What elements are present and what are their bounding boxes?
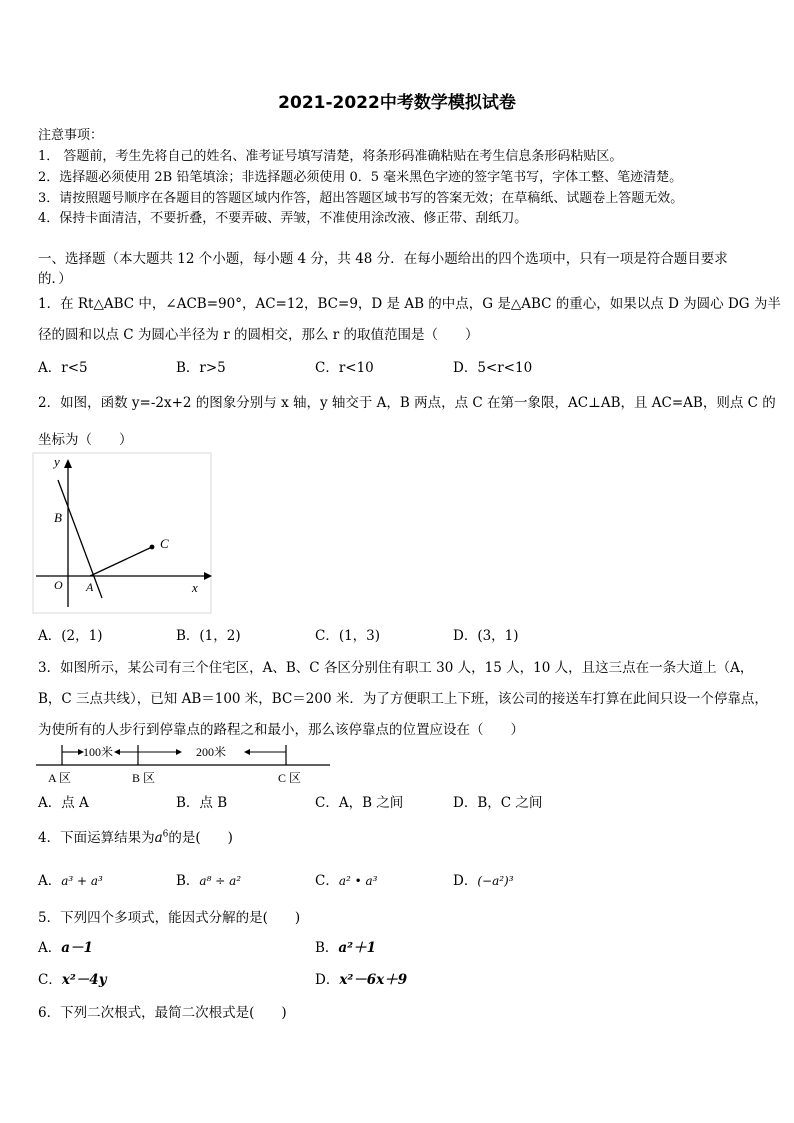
q1-option-d: D．5<r<10 — [453, 360, 533, 376]
q4-stem-exponent: 6 — [162, 829, 169, 840]
q6-stem: 6．下列二次根式，最简二次根式是( ) — [38, 1005, 287, 1021]
q4-stem-prefix: 4．下面运算结果为 — [38, 830, 155, 846]
point-a-label: A — [86, 580, 94, 594]
q4-option-a: A．a³ + a³ — [38, 873, 103, 889]
q4-stem-suffix: 的是( ) — [168, 830, 233, 846]
section-header-line2: 的．） — [38, 271, 72, 287]
ab-arrow-right — [114, 749, 120, 755]
q3-option-d: D．B，C 之间 — [453, 795, 543, 811]
bc-arrow-left — [176, 749, 182, 755]
q3-option-a: A．点 A — [38, 795, 89, 811]
zone-b-label: B 区 — [132, 771, 156, 785]
notice-item-4: 4．保持卡面清洁，不要折叠，不要弄破、弄皱，不准使用涂改液、修正带、刮纸刀。 — [38, 211, 528, 226]
q1-stem-line2: 径的圆和以点 C 为圆心半径为 r 的圆相交，那么 r 的取值范围是（ ） — [38, 327, 479, 343]
bc-arrow-right — [244, 749, 250, 755]
q2-option-d: D．(3，1) — [453, 628, 519, 644]
zone-a-label: A 区 — [48, 771, 72, 785]
page-title: 2021-2022中考数学模拟试卷 — [278, 93, 516, 113]
notice-heading: 注意事项： — [38, 128, 104, 143]
section-header-line1: 一、选择题（本大题共 12 个小题，每小题 4 分，共 48 分．在每小题给出的四个选项中，只有一项是符合题目要求 — [38, 251, 728, 267]
y-axis-arrow — [64, 459, 72, 468]
zone-c-label: C 区 — [278, 771, 302, 785]
point-b-label: B — [54, 510, 62, 525]
q3-stem-line1: 3．如图所示，某公司有三个住宅区，A、B、C 各区分别住有职工 30 人，15 人，10 人，且这三点在一条大道上（A， — [38, 660, 754, 676]
q5-stem: 5．下列四个多项式，能因式分解的是( ) — [38, 910, 301, 926]
q2-option-b: B．(1，2) — [176, 628, 241, 644]
notice-item-2: 2．选择题必须使用 2B 铅笔填涂；非选择题必须使用 0．5 毫米黑色字迹的签字笔书写，字体工整、笔迹清楚。 — [38, 170, 683, 185]
segment-ac — [90, 547, 152, 576]
q5-option-d: D．x²－6x＋9 — [315, 972, 408, 988]
q3-stem-line2: B，C 三点共线），已知 AB＝100 米，BC＝200 米．为了方便职工上下班，该公司的接送车打算在此间只设一个停靠点， — [38, 691, 768, 707]
q4-option-d: D．(−a²)³ — [453, 873, 514, 889]
point-c-dot — [150, 545, 155, 550]
q1-stem-line1: 1．在 Rt△ABC 中，∠ACB=90°，AC=12，BC=9，D 是 AB 的中点，G 是△ABC 的重心，如果以点 D 为圆心 DG 为半 — [38, 296, 781, 312]
q4-stem-base: a — [154, 830, 163, 846]
bc-distance-label: 200米 — [196, 745, 227, 759]
y-axis-label: y — [54, 454, 60, 469]
q2-option-c: C．(1，3) — [315, 628, 381, 644]
q3-option-b: B．点 B — [176, 795, 228, 811]
q3-stem-line3: 为使所有的人步行到停靠点的路程之和最小，那么该停靠点的位置应设在（ ） — [38, 722, 524, 738]
q4-option-b: B．a⁸ ÷ a² — [176, 873, 242, 889]
function-line — [58, 480, 102, 598]
q1-option-b: B．r>5 — [176, 360, 226, 376]
q3-road-figure — [36, 740, 332, 786]
origin-label: O — [54, 578, 63, 592]
q2-stem-line2: 坐标为（ ） — [38, 432, 133, 448]
q1-option-a: A．r<5 — [38, 360, 88, 376]
notice-item-3: 3．请按照题号顺序在各题目的答题区域内作答，超出答题区域书写的答案无效；在草稿纸、试题卷上答题无效。 — [38, 191, 684, 206]
q2-stem-line1: 2．如图，函数 y=-2x+2 的图象分别与 x 轴，y 轴交于 A，B 两点，点 C 在第一象限，AC⊥AB，且 AC=AB，则点 C 的 — [38, 395, 776, 411]
point-c-label: C — [160, 536, 169, 551]
q5-option-a: A．a－1 — [38, 940, 93, 956]
q5-option-b: B．a²＋1 — [315, 940, 376, 956]
q1-option-c: C．r<10 — [315, 360, 374, 376]
ab-distance-label: 100米 — [83, 745, 114, 759]
q4-option-c: C．a² • a³ — [315, 873, 378, 889]
q2-coordinate-figure — [32, 452, 212, 614]
x-axis-label: x — [192, 580, 198, 595]
notice-item-1: 1． 答题前，考生先将自己的姓名、准考证号填写清楚，将条形码准确粘贴在考生信息条形码粘贴区。 — [38, 149, 623, 164]
q5-option-c: C．x²－4y — [38, 972, 107, 988]
q3-option-c: C．A，B 之间 — [315, 795, 404, 811]
q4-stem — [38, 826, 233, 846]
q2-option-a: A．(2，1) — [38, 628, 103, 644]
